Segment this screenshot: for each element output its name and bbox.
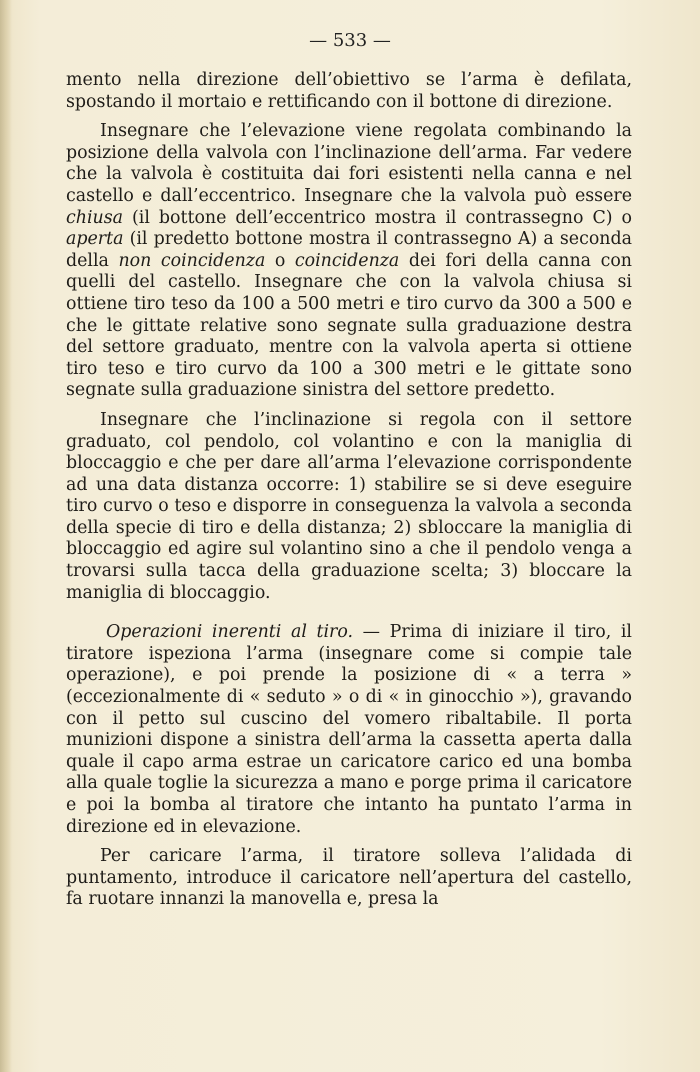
- term-coincidenza: coincidenza: [294, 250, 400, 271]
- paragraph-2-text: Insegnare che l’elevazione viene regolata combinando la posizione della valvola con l’inclinazione dell’arma. Far vedere che la valvola è costituita dai fori esistenti nella canna e nel castello e dall’eccentrico. Insegnare che la valvola può essere: [66, 121, 632, 206]
- paragraph-2-text: (il bottone dell’eccentrico mostra il contrassegno C) o: [123, 207, 632, 228]
- page-binding-edge: [0, 0, 12, 1072]
- paragraph-3: Insegnare che l’inclinazione si regola con il settore graduato, col pendolo, col volantino e con la maniglia di bloccaggio e che per dare all’arma l’elevazione corrispondente ad una data distanza occorre: 1) stabilire se si deve eseguire tiro curvo o teso e disporre in conseguenza la valvola a seconda della specie di tiro e della distanza; 2) sbloccare la maniglia di bloccaggio ed agire sul volantino sino a che il pendolo venga a trovarsi sulla tacca della graduazione scelta; 3) bloccare la maniglia di bloccaggio.: [66, 409, 632, 603]
- paragraph-2-text: (il predetto bottone mostra il contrassegno A) a seconda della: [66, 229, 632, 271]
- page-number: — 533 —: [309, 30, 391, 51]
- paragraph-4-text: — Prima di iniziare il tiro, il tiratore ispeziona l’arma (insegnare come si compie tale operazione), e poi prende la posizione di « a terra » (eccezionalmente di « seduto » o di « in ginocchio »), gravando con il petto sul cuscino del vomero ribaltabile. Il porta munizioni dispone a sinistra dell’arma la cassetta aperta dalla quale il capo arma estrae un caricatore carico ed una bomba alla quale toglie la sicurezza a mano e porge prima il caricatore e poi la bomba al tiratore che intanto ha puntato l’arma in direzione ed in elevazione.: [66, 622, 632, 837]
- paragraph-2: [66, 121, 632, 402]
- term-non-coincidenza: non coincidenza: [118, 250, 266, 271]
- paragraph-2-text: o: [265, 250, 295, 271]
- term-aperta: aperta: [66, 229, 124, 250]
- paragraph-5: Per caricare l’arma, il tiratore solleva l’alidada di puntamento, introduce il caricatore nell’apertura del castello, fa ruotare innanzi la manovella e, presa la: [66, 846, 632, 910]
- paragraph-4: [66, 622, 632, 838]
- paragraph-2-text: dei fori della canna con quelli del castello. Insegnare che con la valvola chiusa si ottiene tiro teso da 100 a 500 metri e tiro curvo da 300 a 500 e che le gittate relative sono segnate sulla graduazione destra del settore graduato, mentre con la valvola aperta si ottiene tiro teso e tiro curvo da 100 a 300 metri e le gittate sono segnate sulla graduazione sinistra del settore predetto.: [66, 250, 632, 401]
- section-heading-operazioni: Operazioni inerenti al tiro.: [106, 622, 354, 643]
- paragraph-1: mento nella direzione dell’obiettivo se l’arma è defilata, spostando il mortaio e rettificando con il bottone di direzione.: [66, 70, 632, 112]
- body-text: [66, 70, 632, 919]
- term-chiusa: chiusa: [66, 207, 123, 228]
